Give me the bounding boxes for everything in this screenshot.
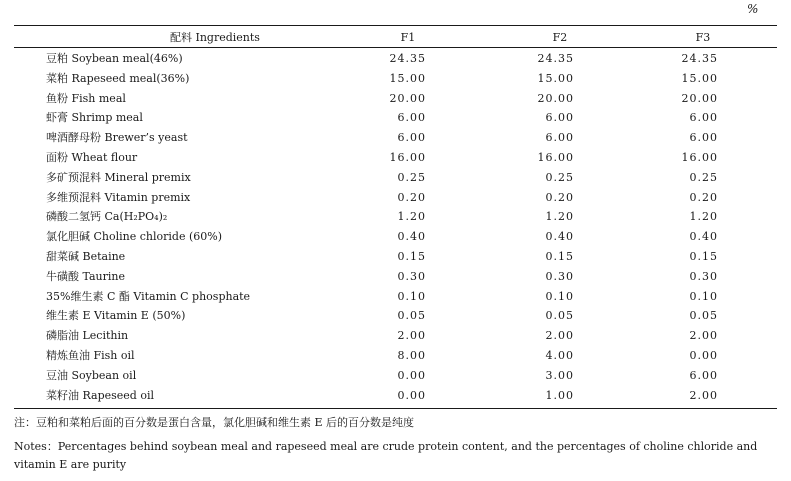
f1-cell: 0.20 [397, 190, 426, 204]
f2-cell: 4.00 [545, 348, 574, 362]
f2-cell: 3.00 [545, 368, 574, 382]
f1-cell: 1.20 [397, 210, 426, 224]
table-row [0, 207, 791, 227]
f2-cell: 1.20 [545, 210, 574, 224]
ingredient-cell: 鱼粉 Fish meal [46, 91, 126, 105]
f2-cell: 2.00 [545, 329, 574, 343]
column-header-f1: F1 [400, 31, 416, 44]
f2-cell: 0.40 [545, 230, 574, 244]
f3-cell: 0.15 [689, 249, 718, 263]
f3-cell: 0.25 [689, 170, 718, 184]
ingredient-cell: 豆油 Soybean oil [46, 368, 137, 382]
f2-cell: 1.00 [545, 388, 574, 402]
f3-cell: 0.00 [689, 348, 718, 362]
ingredient-cell: 磷酸二氢钙 Ca(H₂PO₄)₂ [46, 210, 168, 224]
f3-cell: 0.10 [689, 289, 718, 303]
f1-cell: 0.10 [397, 289, 426, 303]
f3-cell: 6.00 [689, 368, 718, 382]
table-row [0, 247, 791, 267]
f1-cell: 15.00 [389, 71, 426, 85]
table-top-rule [14, 25, 777, 26]
ingredient-cell: 多矿预混料 Mineral premix [46, 170, 191, 184]
table-row [0, 386, 791, 406]
f2-cell: 0.30 [545, 269, 574, 283]
table-row [0, 168, 791, 188]
f3-cell: 16.00 [681, 150, 718, 164]
f3-cell: 15.00 [681, 71, 718, 85]
f3-cell: 1.20 [689, 210, 718, 224]
ingredient-cell: 氯化胆碱 Choline chloride (60%) [46, 230, 222, 244]
table-row [0, 267, 791, 287]
table-row [0, 69, 791, 89]
f1-cell: 2.00 [397, 329, 426, 343]
ingredient-cell: 牛磺酸 Taurine [46, 269, 125, 283]
table-row [0, 287, 791, 307]
ingredient-cell: 35%维生素 C 酯 Vitamin C phosphate [46, 289, 251, 303]
f3-cell: 6.00 [689, 111, 718, 125]
f2-cell: 0.25 [545, 170, 574, 184]
ingredient-cell: 啤酒酵母粉 Brewer’s yeast [46, 131, 188, 145]
f1-cell: 16.00 [389, 150, 426, 164]
table-header-rule [14, 47, 777, 48]
f3-cell: 0.40 [689, 230, 718, 244]
f1-cell: 0.40 [397, 230, 426, 244]
f3-cell: 24.35 [681, 52, 718, 65]
f1-cell: 0.30 [397, 269, 426, 283]
ingredient-cell: 甜菜碱 Betaine [46, 249, 126, 263]
f3-cell: 6.00 [689, 131, 718, 145]
f2-cell: 24.35 [537, 52, 574, 65]
f1-cell: 8.00 [397, 348, 426, 362]
f2-cell: 16.00 [537, 150, 574, 164]
f2-cell: 20.00 [537, 91, 574, 105]
table-row [0, 128, 791, 148]
f3-cell: 0.20 [689, 190, 718, 204]
f2-cell: 0.15 [545, 249, 574, 263]
table-row [0, 188, 791, 208]
table-row [0, 306, 791, 326]
f1-cell: 0.25 [397, 170, 426, 184]
f3-cell: 2.00 [689, 388, 718, 402]
unit-label: % [747, 2, 759, 16]
ingredient-cell: 菜粕 Rapeseed meal(36%) [46, 71, 190, 85]
f1-cell: 6.00 [397, 111, 426, 125]
column-header-ingredients: 配料 Ingredients [170, 31, 260, 44]
f1-cell: 0.15 [397, 249, 426, 263]
table-row [0, 148, 791, 168]
f2-cell: 0.10 [545, 289, 574, 303]
ingredient-cell: 磷脂油 Lecithin [46, 329, 129, 343]
table-row [0, 108, 791, 128]
table-row [0, 326, 791, 346]
f3-cell: 2.00 [689, 329, 718, 343]
f2-cell: 0.20 [545, 190, 574, 204]
ingredient-cell: 精炼鱼油 Fish oil [46, 348, 135, 362]
f1-cell: 0.00 [397, 368, 426, 382]
table-row [0, 346, 791, 366]
f1-cell: 0.00 [397, 388, 426, 402]
f2-cell: 6.00 [545, 131, 574, 145]
f2-cell: 15.00 [537, 71, 574, 85]
column-header-f2: F2 [552, 31, 568, 44]
table-row [0, 49, 791, 69]
column-header-f3: F3 [695, 31, 711, 44]
f3-cell: 0.05 [689, 309, 718, 323]
f1-cell: 6.00 [397, 131, 426, 145]
ingredient-cell: 面粉 Wheat flour [46, 150, 138, 164]
table-body [0, 49, 791, 405]
ingredient-cell: 豆粕 Soybean meal(46%) [46, 52, 183, 65]
ingredient-cell: 菜籽油 Rapeseed oil [46, 388, 155, 402]
footnote-english: Notes：Percentages behind soybean meal and rapeseed meal are crude protein content, and the percentages of choline chloride and vitamin E are purity [14, 440, 758, 471]
table-bottom-rule [14, 408, 777, 409]
f1-cell: 24.35 [389, 52, 426, 65]
f3-cell: 0.30 [689, 269, 718, 283]
ingredient-cell: 多维预混料 Vitamin premix [46, 190, 191, 204]
f2-cell: 6.00 [545, 111, 574, 125]
table-row [0, 227, 791, 247]
table-row [0, 89, 791, 109]
f1-cell: 20.00 [389, 91, 426, 105]
f1-cell: 0.05 [397, 309, 426, 323]
table-row [0, 366, 791, 386]
ingredient-cell: 虾膏 Shrimp meal [46, 111, 143, 125]
f2-cell: 0.05 [545, 309, 574, 323]
f3-cell: 20.00 [681, 91, 718, 105]
footnote-chinese: 注：豆粕和菜粕后面的百分数是蛋白含量，氯化胆碱和维生素 E 后的百分数是纯度 [14, 416, 415, 429]
ingredient-cell: 维生素 E Vitamin E (50%) [46, 309, 186, 323]
